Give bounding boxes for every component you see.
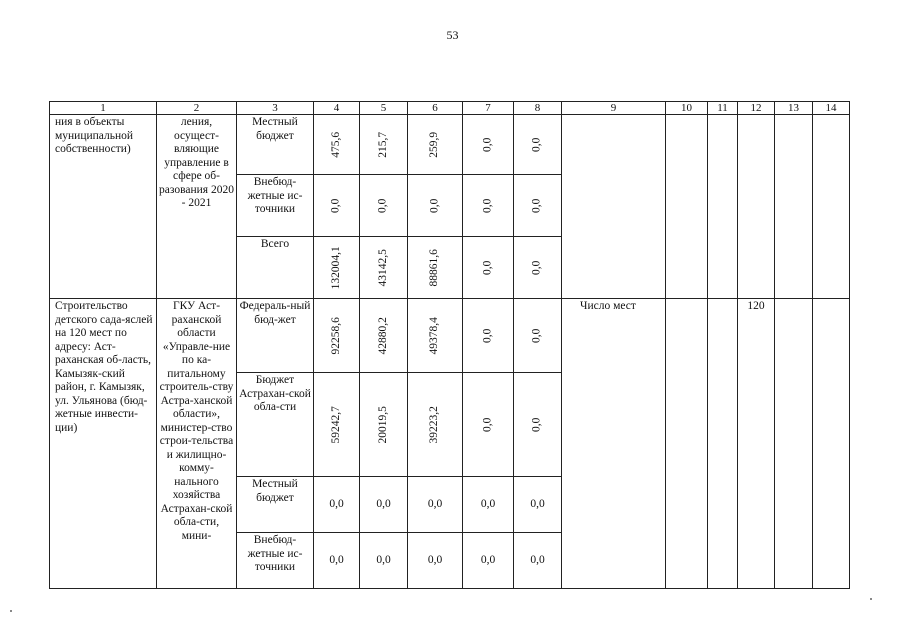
col-num: 12 [738,102,775,115]
funding-source: Местный бюджет [237,477,314,533]
value-cell: 0,0 [360,477,408,533]
value-cell: 0,0 [514,175,562,237]
value-cell: 0,0 [360,533,408,589]
funding-source: Местный бюджет [237,115,314,175]
measure-name: Строительство детского сада-яслей на 120 мест по адресу: Аст-раханская об-ласть, Камызяк-ский район, г. Камызяк, ул. Ульянова (бюд-жетные инвести-ции) [50,299,157,589]
value-cell: 0,0 [360,175,408,237]
value-cell: 43142,5 [360,237,408,299]
table-row [50,115,850,175]
program-table [49,101,850,589]
scan-speck [10,610,12,612]
value-cell: 0,0 [514,299,562,373]
empty-cell [813,299,850,589]
value-cell: 0,0 [463,477,514,533]
funding-source: Бюджет Астрахан-ской обла-сти [237,373,314,477]
value-cell: 0,0 [514,533,562,589]
value-cell: 0,0 [514,237,562,299]
value-cell: 20019,5 [360,373,408,477]
col-num: 6 [408,102,463,115]
value-cell: 0,0 [514,115,562,175]
value-cell: 0,0 [463,533,514,589]
empty-cell [775,115,813,299]
col-num: 8 [514,102,562,115]
value-cell: 59242,7 [314,373,360,477]
empty-cell [708,115,738,299]
col-num: 3 [237,102,314,115]
col-num: 7 [463,102,514,115]
value-cell: 39223,2 [408,373,463,477]
value-cell: 0,0 [463,175,514,237]
indicator-value: 120 [738,299,775,589]
value-cell: 0,0 [408,477,463,533]
value-cell: 0,0 [463,373,514,477]
value-cell: 475,6 [314,115,360,175]
col-num: 13 [775,102,813,115]
value-cell: 0,0 [314,533,360,589]
col-num: 14 [813,102,850,115]
value-cell: 42880,2 [360,299,408,373]
value-cell: 0,0 [514,477,562,533]
value-cell: 259,9 [408,115,463,175]
col-num: 1 [50,102,157,115]
table-row [50,299,850,373]
responsible-executor: ления, осущест-вляющие управление в сфере об-разования 2020 - 2021 [157,115,237,299]
value-cell: 0,0 [314,175,360,237]
empty-cell [775,299,813,589]
measure-name: ния в объекты муниципальной собственности) [50,115,157,299]
column-number-row [50,102,850,115]
value-cell: 49378,4 [408,299,463,373]
value-cell: 0,0 [463,115,514,175]
value-cell: 0,0 [463,237,514,299]
responsible-executor: ГКУ Аст-раханской области «Управле-ние по ка-питальному строитель-ству Астра-ханской области», министер-ство строи-тельства и жилищно-комму-нального хозяйства Астрахан-ской обла-сти, мини- [157,299,237,589]
value-cell: 88861,6 [408,237,463,299]
col-num: 5 [360,102,408,115]
value-cell: 0,0 [408,533,463,589]
col-num: 9 [562,102,666,115]
indicator-cell [562,115,666,299]
col-num: 2 [157,102,237,115]
value-cell: 92258,6 [314,299,360,373]
funding-source: Всего [237,237,314,299]
value-cell: 0,0 [514,373,562,477]
value-cell: 0,0 [463,299,514,373]
funding-source: Внебюд-жетные ис-точники [237,533,314,589]
value-cell: 215,7 [360,115,408,175]
page-number: 53 [446,28,459,42]
empty-cell [738,115,775,299]
funding-source: Федераль-ный бюд-жет [237,299,314,373]
scan-speck [870,598,872,600]
empty-cell [666,299,708,589]
value-cell: 0,0 [408,175,463,237]
empty-cell [813,115,850,299]
empty-cell [666,115,708,299]
col-num: 4 [314,102,360,115]
value-cell: 132004,1 [314,237,360,299]
value-cell: 0,0 [314,477,360,533]
col-num: 10 [666,102,708,115]
col-num: 11 [708,102,738,115]
funding-source: Внебюд-жетные ис-точники [237,175,314,237]
indicator-name: Число мест [562,299,666,589]
empty-cell [708,299,738,589]
